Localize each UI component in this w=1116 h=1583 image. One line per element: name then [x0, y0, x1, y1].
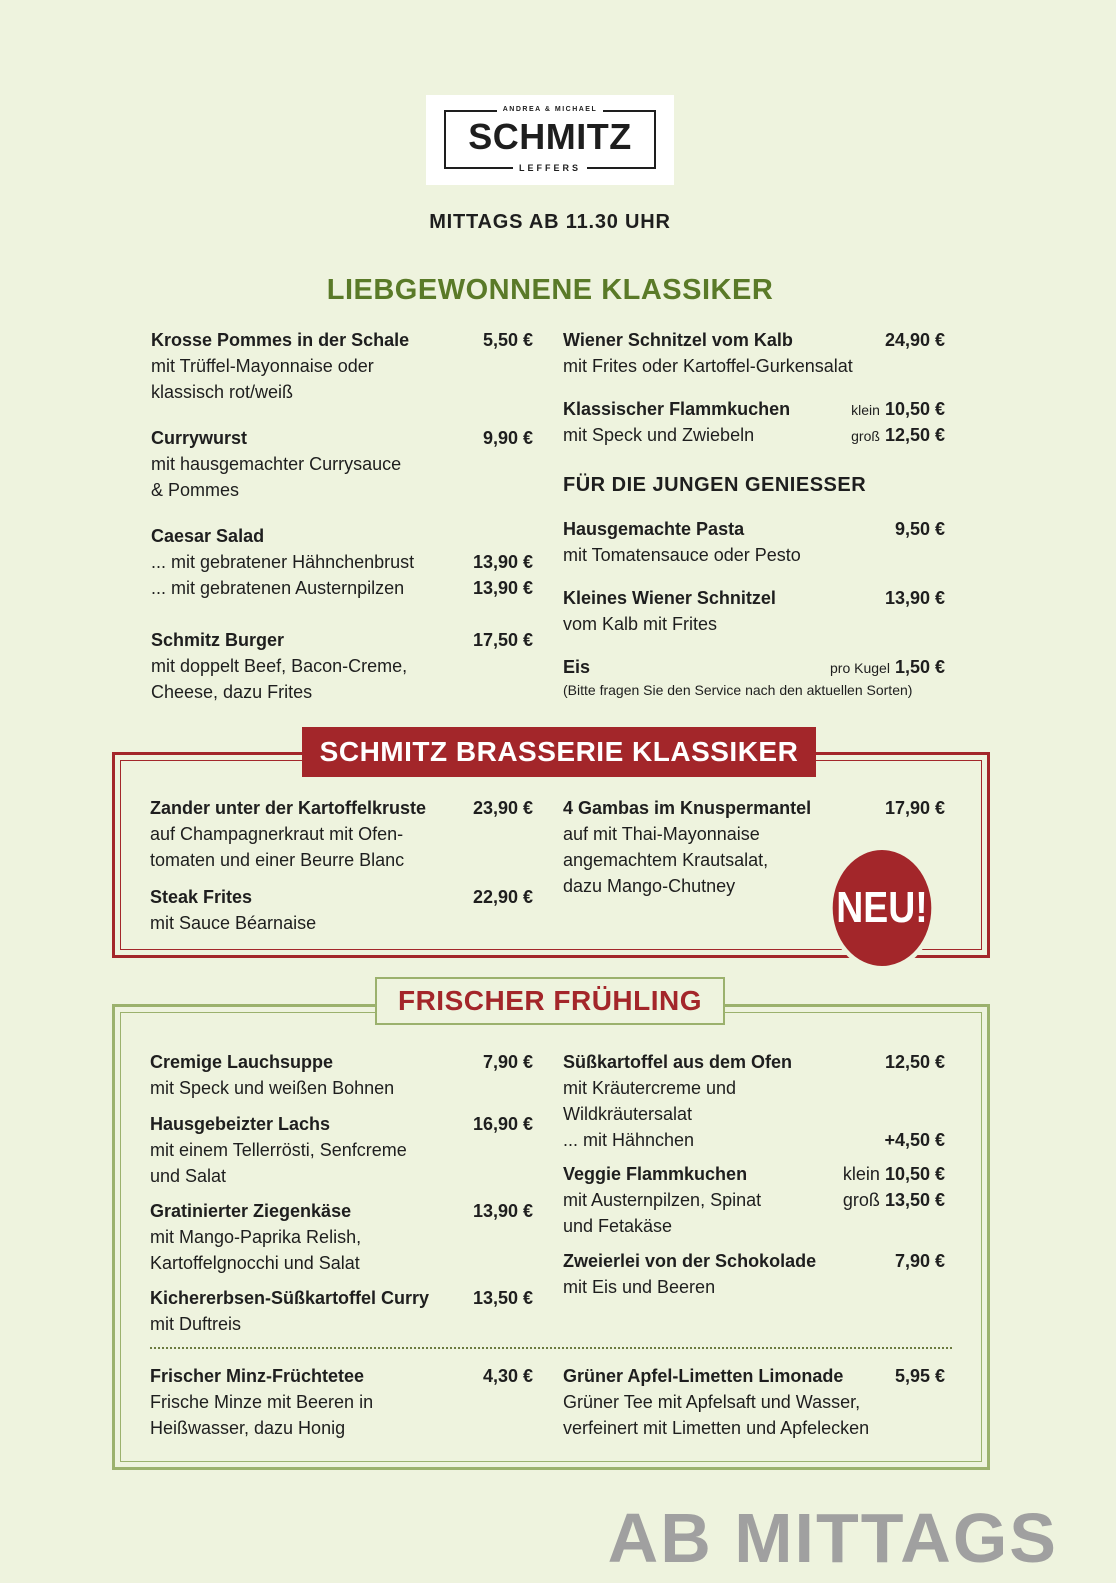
- item-desc: mit Sauce Béarnaise: [150, 913, 317, 933]
- logo: [426, 95, 674, 185]
- menu-item-eis: [563, 654, 945, 700]
- item-price: 9,50 €: [894, 519, 945, 539]
- size-label: klein: [851, 402, 880, 418]
- section-title-kids: FÜR DIE JUNGEN GENIESSER: [563, 474, 867, 496]
- dotted-divider: [150, 1347, 952, 1349]
- item-price: 23,90 €: [472, 798, 533, 818]
- section-title-brasserie: SCHMITZ BRASSERIE KLASSIKER: [302, 727, 816, 777]
- item-desc: dazu Mango-Chutney: [563, 876, 736, 896]
- footer-title: AB MITTAGS: [607, 1499, 1058, 1577]
- item-desc: Cheese, dazu Frites: [151, 682, 313, 702]
- item-note: (Bitte fragen Sie den Service nach den aktuellen Sorten): [563, 682, 913, 698]
- item-name: Caesar Salad: [151, 526, 265, 546]
- item-desc: mit Frites oder Kartoffel-Gurkensalat: [563, 356, 853, 376]
- menu-item-burger: [151, 627, 533, 705]
- menu-item-currywurst: [151, 425, 533, 503]
- item-price: 7,90 €: [894, 1251, 945, 1271]
- item-name: Frischer Minz-Früchtetee: [150, 1366, 365, 1386]
- menu-item-pasta: [563, 516, 945, 568]
- size-label: groß: [842, 1190, 880, 1210]
- section-title-classics: LIEBGEWONNENE KLASSIKER: [326, 274, 774, 306]
- item-desc: mit Tomatensauce oder Pesto: [563, 545, 801, 565]
- item-name: Gratinierter Ziegenkäse: [150, 1201, 352, 1221]
- item-price: 13,50 €: [472, 1288, 533, 1308]
- menu-item-suppe: [150, 1049, 533, 1101]
- logo-main-text: SCHMITZ: [468, 116, 632, 157]
- item-name: Grüner Apfel-Limetten Limonade: [563, 1366, 844, 1386]
- item-name: Zweierlei von der Schokolade: [563, 1251, 817, 1271]
- menu-item-steak: [150, 884, 533, 936]
- item-desc: mit Speck und Zwiebeln: [563, 425, 755, 445]
- item-desc: Kartoffelgnocchi und Salat: [150, 1253, 360, 1273]
- menu-item-suesskartoffel: [563, 1049, 945, 1153]
- item-desc: Grüner Tee mit Apfelsaft und Wasser,: [563, 1392, 861, 1412]
- menu-item-veggie-flammkuchen: [563, 1161, 945, 1239]
- item-name: Cremige Lauchsuppe: [150, 1052, 334, 1072]
- item-price: 4,30 €: [482, 1366, 533, 1386]
- item-price: klein 10,50 €: [842, 1164, 945, 1184]
- item-desc: ... mit gebratenen Austernpilzen: [151, 578, 405, 598]
- item-desc: tomaten und einer Beurre Blanc: [150, 850, 405, 870]
- item-desc: Frische Minze mit Beeren in: [150, 1392, 374, 1412]
- item-price: pro Kugel 1,50 €: [830, 657, 945, 677]
- menu-item-kleines-schnitzel: [563, 585, 945, 637]
- item-price: 24,90 €: [884, 330, 945, 350]
- item-price: 7,90 €: [482, 1052, 533, 1072]
- item-desc: und Salat: [150, 1166, 227, 1186]
- item-price: 5,95 €: [894, 1366, 945, 1386]
- logo-bottom-text: LEFFERS: [513, 163, 587, 173]
- item-name: Wiener Schnitzel vom Kalb: [563, 330, 793, 350]
- size-label: groß: [851, 428, 880, 444]
- item-desc: mit Trüffel-Mayonnaise oder: [151, 356, 374, 376]
- item-name: Eis: [563, 657, 591, 677]
- item-price: 17,90 €: [884, 798, 945, 818]
- item-desc: mit Mango-Paprika Relish,: [150, 1227, 362, 1247]
- item-desc: ... mit gebratener Hähnchenbrust: [151, 552, 415, 572]
- item-name: Süßkartoffel aus dem Ofen: [563, 1052, 793, 1072]
- menu-item-schokolade: [563, 1248, 945, 1300]
- item-price: 16,90 €: [472, 1114, 533, 1134]
- item-desc: mit doppelt Beef, Bacon-Creme,: [151, 656, 408, 676]
- item-name: Klassischer Flammkuchen: [563, 399, 791, 419]
- item-desc: verfeinert mit Limetten und Apfelecken: [563, 1418, 870, 1438]
- menu-item-zander: [150, 795, 533, 873]
- item-name: Currywurst: [151, 428, 248, 448]
- item-price: 13,90 €: [472, 578, 533, 598]
- item-name: Krosse Pommes in der Schale: [151, 330, 410, 350]
- menu-item-flammkuchen: [563, 396, 945, 448]
- menu-item-tee: [150, 1363, 533, 1441]
- item-name: Hausgebeizter Lachs: [150, 1114, 331, 1134]
- menu-item-pommes: [151, 327, 533, 405]
- item-desc: mit Duftreis: [150, 1314, 242, 1334]
- item-desc: Wildkräutersalat: [563, 1104, 693, 1124]
- item-desc: mit einem Tellerrösti, Senfcreme: [150, 1140, 407, 1160]
- item-desc: mit Speck und weißen Bohnen: [150, 1078, 395, 1098]
- logo-frame: [444, 106, 656, 173]
- item-price: 13,90 €: [472, 552, 533, 572]
- item-desc: mit Kräutercreme und: [563, 1078, 737, 1098]
- item-price: 9,90 €: [482, 428, 533, 448]
- item-desc: mit hausgemachter Currysauce: [151, 454, 402, 474]
- menu-item-limonade: [563, 1363, 945, 1441]
- item-price: 13,90 €: [884, 588, 945, 608]
- item-name: Kleines Wiener Schnitzel: [563, 588, 776, 608]
- unit-label: pro Kugel: [830, 660, 890, 676]
- item-price: 13,90 €: [472, 1201, 533, 1221]
- item-desc: mit Austernpilzen, Spinat: [563, 1190, 762, 1210]
- item-name: Schmitz Burger: [151, 630, 285, 650]
- subheading: MITTAGS AB 11.30 UHR: [429, 211, 671, 233]
- section-title-spring: FRISCHER FRÜHLING: [375, 977, 725, 1025]
- item-desc: vom Kalb mit Frites: [563, 614, 718, 634]
- menu-item-lachs: [150, 1111, 533, 1189]
- item-desc: auf mit Thai-Mayonnaise: [563, 824, 760, 844]
- item-price: klein 10,50 €: [851, 399, 945, 419]
- item-name: Steak Frites: [150, 887, 253, 907]
- item-price: 22,90 €: [472, 887, 533, 907]
- item-name: Kichererbsen-Süßkartoffel Curry: [150, 1288, 430, 1308]
- item-desc: Heißwasser, dazu Honig: [150, 1418, 346, 1438]
- new-badge: NEU!: [828, 845, 935, 971]
- size-label: klein: [842, 1164, 880, 1184]
- item-desc: und Fetakäse: [563, 1216, 673, 1236]
- item-price: 17,50 €: [472, 630, 533, 650]
- menu-item-curry: [150, 1285, 533, 1337]
- item-desc: angemachtem Krautsalat,: [563, 850, 769, 870]
- item-name: Hausgemachte Pasta: [563, 519, 745, 539]
- item-desc: auf Champagnerkraut mit Ofen-: [150, 824, 404, 844]
- item-price: 5,50 €: [482, 330, 533, 350]
- item-desc: klassisch rot/weiß: [151, 382, 294, 402]
- item-name: Veggie Flammkuchen: [563, 1164, 748, 1184]
- menu-item-caesar: [151, 523, 533, 601]
- menu-item-ziegenkaese: [150, 1198, 533, 1276]
- item-price: groß 12,50 €: [851, 425, 945, 445]
- logo-top-text: ANDREA & MICHAEL: [497, 106, 604, 113]
- item-price: groß 13,50 €: [842, 1190, 945, 1210]
- menu-item-schnitzel: [563, 327, 945, 379]
- item-desc: ... mit Hähnchen: [563, 1130, 695, 1150]
- item-price: 12,50 €: [884, 1052, 945, 1072]
- item-name: 4 Gambas im Knuspermantel: [563, 798, 812, 818]
- item-desc: & Pommes: [151, 480, 240, 500]
- item-desc: mit Eis und Beeren: [563, 1277, 716, 1297]
- item-name: Zander unter der Kartoffelkruste: [150, 798, 427, 818]
- item-price: +4,50 €: [884, 1130, 945, 1150]
